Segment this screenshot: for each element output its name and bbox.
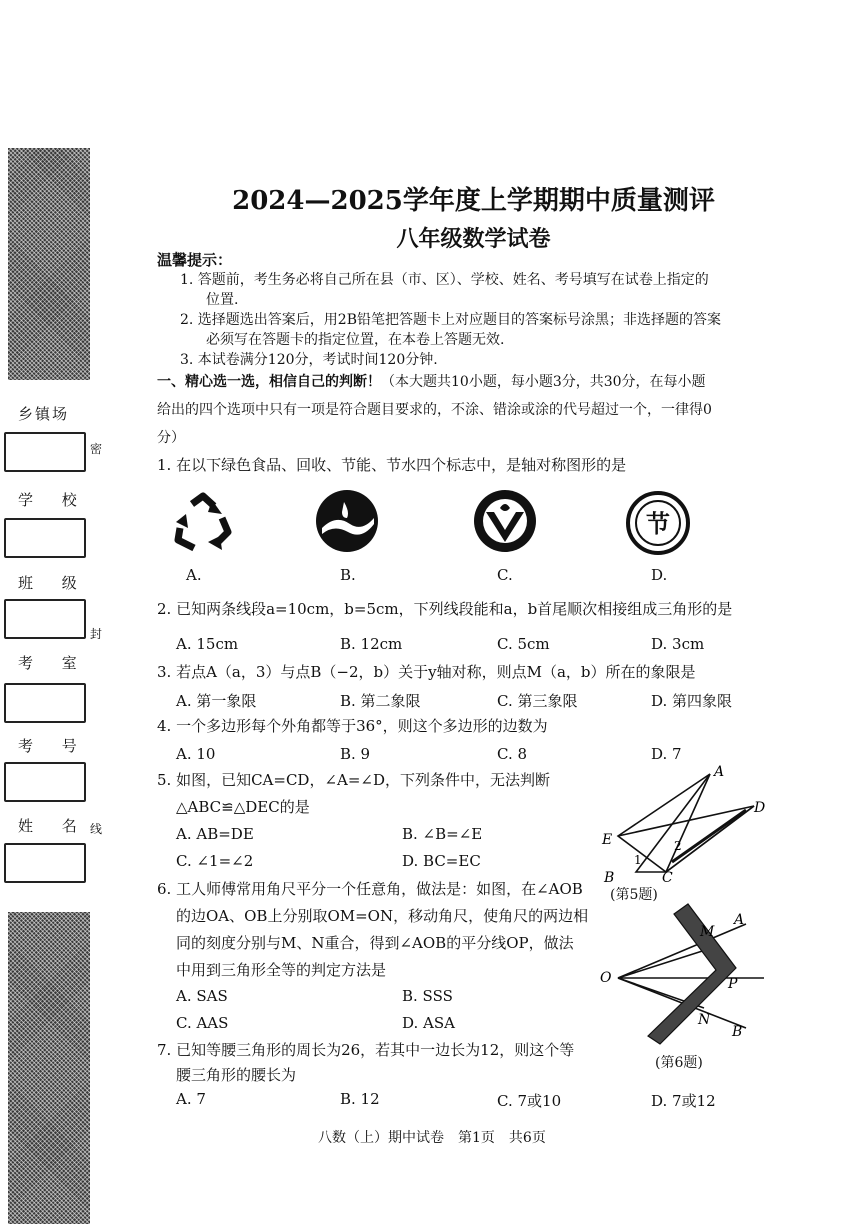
q1-option-a: A.	[186, 566, 202, 584]
seal-char-mi: 密	[90, 442, 103, 456]
fig6-label-n: N	[698, 1012, 711, 1028]
q2-option-a: A. 15cm	[176, 635, 239, 653]
question-2-stem: 2. 已知两条线段a=10cm，b=5cm，下列线段能和a，b首尾顺次相接组成三角形的是	[157, 600, 733, 618]
q3-option-c: C. 第三象限	[497, 692, 578, 710]
page-subtitle: 八年级数学试卷	[396, 226, 551, 252]
fig6-label-o: O	[600, 970, 612, 986]
figure-q6-caption: (第6题)	[655, 1055, 703, 1071]
q5-option-c: C. ∠1=∠2	[176, 852, 254, 870]
field-label-school: 学 校	[18, 491, 89, 509]
fig5-label-c: C	[662, 870, 673, 884]
fig6-label-m: M	[700, 924, 715, 940]
exam-number-box[interactable]	[4, 762, 86, 802]
section1-line2: 给出的四个选项中只有一项是符合题目要求的，不涂、错涂或涂的代号超过一个，一律得0	[157, 402, 712, 418]
q4-option-a: A. 10	[176, 745, 216, 763]
field-label-room: 考 室	[18, 654, 89, 672]
seal-char-xian: 线	[90, 822, 103, 836]
tip-item: 2. 选择题选出答案后，用2B铅笔把答题卡上对应题目的答案标号涂黑；非选择题的答案	[180, 312, 722, 328]
green-food-icon	[472, 488, 538, 554]
fig5-label-e: E	[602, 832, 613, 848]
recycle-icon	[172, 492, 234, 554]
question-6-stem: 6. 工人师傅常用角尺平分一个任意角，做法是：如图，在∠AOB	[157, 880, 583, 898]
class-box[interactable]	[4, 599, 86, 639]
q3-option-b: B. 第二象限	[340, 692, 421, 710]
question-6-stem-cont: 中用到三角形全等的判定方法是	[176, 961, 387, 979]
name-box[interactable]	[4, 843, 86, 883]
q7-option-b: B. 12	[340, 1090, 380, 1108]
tip-item: 必须写在答题卡的指定位置，在本卷上答题无效.	[206, 332, 505, 348]
q1-option-d: D.	[651, 566, 668, 584]
q2-option-d: D. 3cm	[651, 635, 705, 653]
q2-option-b: B. 12cm	[340, 635, 403, 653]
question-4-stem: 4. 一个多边形每个外角都等于36°，则这个多边形的边数为	[157, 717, 548, 735]
question-3-stem: 3. 若点A（a，3）与点B（−2，b）关于y轴对称，则点M（a，b）所在的象限是	[157, 663, 696, 681]
figure-q6	[596, 896, 776, 1050]
section1-line1	[157, 372, 706, 392]
tip-item: 3. 本试卷满分120分，考试时间120分钟.	[180, 352, 438, 368]
seal-char-feng: 封	[90, 627, 103, 641]
q1-option-c: C.	[497, 566, 513, 584]
fig6-label-p: P	[728, 976, 738, 992]
question-5-stem-cont: △ABC≌△DEC的是	[176, 798, 310, 816]
tip-item: 位置.	[206, 292, 239, 308]
q5-option-d: D. BC=EC	[402, 852, 481, 870]
bottom-hatch-strip	[8, 912, 90, 1224]
q7-option-d: D. 7或12	[651, 1092, 716, 1110]
page-title: 2024—2025学年度上学期期中质量测评	[232, 186, 715, 216]
question-7-stem-cont: 腰三角形的腰长为	[176, 1066, 297, 1084]
tip-item: 1. 答题前，考生务必将自己所在县（市、区）、学校、姓名、考号填写在试卷上指定的	[180, 272, 709, 288]
field-label-exam-number: 考 号	[18, 737, 89, 755]
q1-option-b: B.	[340, 566, 356, 584]
question-6-stem-cont: 的边OA、OB上分别取OM=ON，移动角尺，使角尺的两边相	[176, 907, 589, 925]
township-box[interactable]	[4, 432, 86, 472]
question-7-stem: 7. 已知等腰三角形的周长为26，若其中一边长为12，则这个等	[157, 1041, 575, 1059]
q4-option-d: D. 7	[651, 745, 682, 763]
fig6-label-b: B	[732, 1024, 743, 1040]
school-box[interactable]	[4, 518, 86, 558]
fig5-label-1: 1	[634, 853, 642, 867]
fig5-label-b: B	[604, 870, 615, 884]
q3-option-d: D. 第四象限	[651, 692, 733, 710]
field-label-township: 乡镇场	[18, 405, 70, 423]
water-saving-icon	[314, 488, 380, 554]
field-label-class: 班 级	[18, 574, 89, 592]
fig5-label-d: D	[754, 800, 766, 816]
question-1-stem: 1. 在以下绿色食品、回收、节能、节水四个标志中，是轴对称图形的是	[157, 456, 627, 474]
q7-option-a: A. 7	[176, 1090, 206, 1108]
q5-option-b: B. ∠B=∠E	[402, 825, 483, 843]
energy-logo-glyph: 节	[646, 509, 670, 538]
fig5-label-2: 2	[674, 839, 682, 853]
question-6-stem-cont: 同的刻度分别与M、N重合，得到∠AOB的平分线OP，做法	[176, 934, 574, 952]
q2-option-c: C. 5cm	[497, 635, 550, 653]
section1-line3: 分）	[157, 430, 185, 446]
question-5-stem: 5. 如图，已知CA=CD，∠A=∠D，下列条件中，无法判断	[157, 771, 551, 789]
q6-option-a: A. SAS	[176, 987, 228, 1005]
q4-option-c: C. 8	[497, 745, 528, 763]
fig5-label-a: A	[714, 764, 725, 780]
fig6-label-a: A	[734, 912, 745, 928]
page-footer: 八数（上）期中试卷 第1页 共6页	[318, 1130, 546, 1146]
figure-q5-caption: (第5题)	[610, 887, 658, 903]
q5-option-a: A. AB=DE	[176, 825, 254, 843]
q6-option-d: D. ASA	[402, 1014, 455, 1032]
tips-heading: 温馨提示：	[157, 251, 233, 269]
energy-saving-icon	[625, 490, 691, 556]
section1-desc: （本大题共10小题，每小题3分，共30分，在每小题	[381, 374, 706, 390]
room-box[interactable]	[4, 683, 86, 723]
q4-option-b: B. 9	[340, 745, 371, 763]
section1-heading: 一、精心选一选，相信自己的判断！	[157, 374, 381, 390]
field-label-name: 姓 名	[18, 817, 89, 835]
q6-option-b: B. SSS	[402, 987, 453, 1005]
q3-option-a: A. 第一象限	[176, 692, 257, 710]
figure-q5	[596, 760, 776, 884]
q7-option-c: C. 7或10	[497, 1092, 562, 1110]
q6-option-c: C. AAS	[176, 1014, 229, 1032]
